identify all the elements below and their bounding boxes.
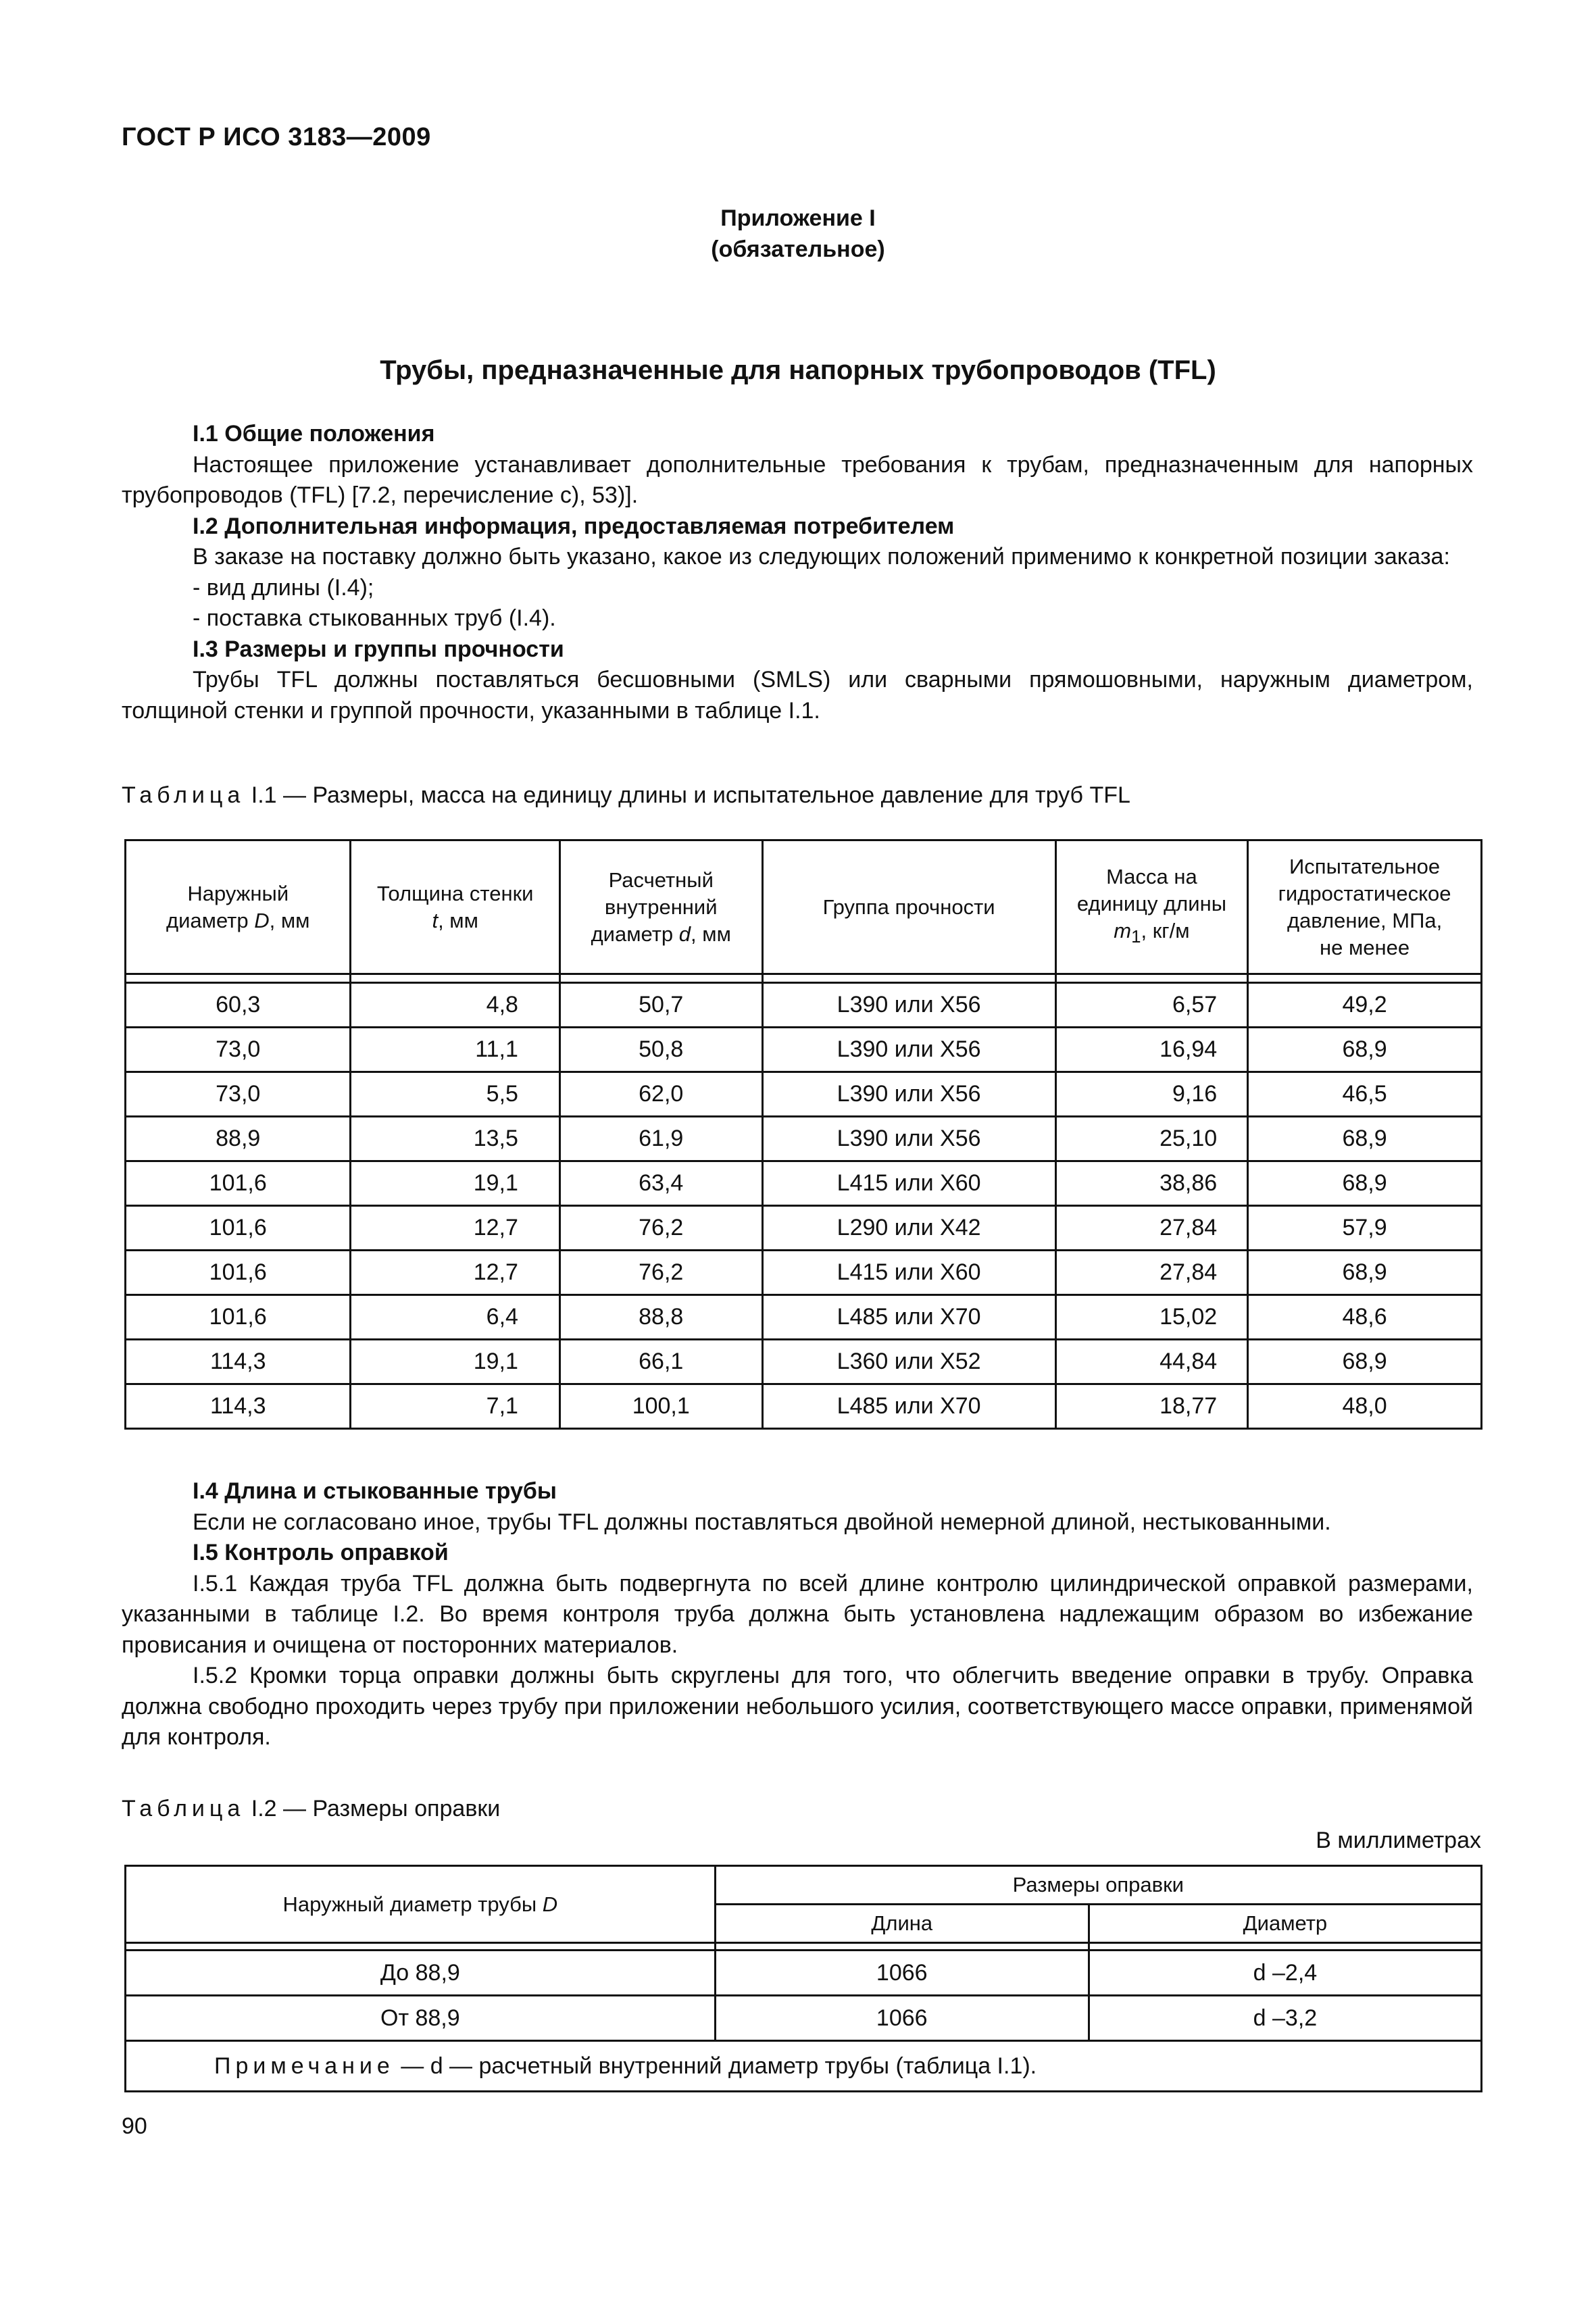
table-cell: 27,84	[1055, 1251, 1248, 1295]
col-header-mass: Масса на единицу длины $m_1$, кг/м	[1055, 840, 1248, 974]
table-cell: 9,16	[1055, 1072, 1248, 1117]
table-cell: d –3,2	[1089, 1996, 1481, 2041]
paragraph: I.5.1 Каждая труба TFL должна быть подвергнута по всей длине контролю цилиндрической оправкой размерами, указанными в таблице I.2. Во время контроля труба должна быть установлена надлежащим образом во избежание провисания и очищена от посторонних материалов.	[122, 1570, 1473, 1658]
table-cell: 1066	[715, 1996, 1089, 2041]
header-pipe-text: Наружный диаметр трубы	[282, 1892, 543, 1916]
table-cell: 27,84	[1055, 1206, 1248, 1251]
table-cell: L485 или X70	[762, 1295, 1055, 1340]
paragraph: I.5.2 Кромки торца оправки должны быть скруглены для того, что облегчить введение оправки в трубу. Оправка должна свободно проходить через трубу при приложении небольшого усилия, соответствующего массе оправки, применямой для контроля.	[122, 1663, 1473, 1750]
section-heading: I.2 Дополнительная информация, предоставляемая потребителем	[193, 513, 955, 539]
table-cell: 4,8	[351, 983, 559, 1028]
separator-cell	[126, 974, 351, 983]
table-row	[126, 1340, 1482, 1384]
separator-cell	[762, 974, 1055, 983]
separator-cell	[715, 1943, 1089, 1951]
annex-status: (обязательное)	[711, 236, 885, 262]
table-row	[126, 1206, 1482, 1251]
table-cell: 73,0	[126, 1028, 351, 1072]
table-cell: 48,0	[1248, 1384, 1482, 1429]
table-cell: L390 или X56	[762, 1028, 1055, 1072]
table-cell: 68,9	[1248, 1161, 1482, 1206]
col-header-outer-diameter: Наружный диаметр D, мм	[126, 840, 351, 974]
table-cell: 68,9	[1248, 1028, 1482, 1072]
table-cell: 68,9	[1248, 1340, 1482, 1384]
table-cell: 38,86	[1055, 1161, 1248, 1206]
table-cell: L290 или X42	[762, 1206, 1055, 1251]
table-cell: 44,84	[1055, 1340, 1248, 1384]
table-cell: 15,02	[1055, 1295, 1248, 1340]
table1-body	[126, 974, 1482, 1429]
table-mandrel-sizes	[124, 1865, 1482, 2092]
note-text: — d — расчетный внутренний диаметр трубы (таблица I.1).	[394, 2053, 1037, 2079]
table-cell: L390 или X56	[762, 1072, 1055, 1117]
col-header-length: Длина	[715, 1905, 1089, 1943]
paragraph: Если не согласовано иное, трубы TFL должны поставляться двойной немерной длиной, нестыкованными.	[193, 1509, 1331, 1535]
table-row	[126, 1161, 1482, 1206]
table-cell: 50,7	[559, 983, 762, 1028]
paragraph: В заказе на поставку должно быть указано, какое из следующих положений применимо к конкретной позиции заказа:	[193, 544, 1450, 570]
table1-header-row	[126, 840, 1482, 974]
table-cell: 1066	[715, 1951, 1089, 1996]
table-cell: 25,10	[1055, 1117, 1248, 1161]
col-header-inner-diameter: Расчетный внутренний диаметр d, мм	[559, 840, 762, 974]
separator-cell	[351, 974, 559, 983]
table-cell: 76,2	[559, 1206, 762, 1251]
table2-caption-text: I.2 — Размеры оправки	[245, 1796, 501, 1821]
table1-caption-word: Таблица	[122, 782, 245, 808]
table-cell: 7,1	[351, 1384, 559, 1429]
table-cell: 6,4	[351, 1295, 559, 1340]
table-row	[126, 1384, 1482, 1429]
table-cell: 68,9	[1248, 1251, 1482, 1295]
table-cell: 76,2	[559, 1251, 762, 1295]
table-cell: 12,7	[351, 1251, 559, 1295]
table-cell: 13,5	[351, 1117, 559, 1161]
table-cell: 101,6	[126, 1206, 351, 1251]
col-header-wall-thickness: Толщина стенки t, мм	[351, 840, 559, 974]
note-word: Примечание	[214, 2053, 395, 2079]
table-cell: 61,9	[559, 1117, 762, 1161]
table-cell: 101,6	[126, 1161, 351, 1206]
section-heading: I.4 Длина и стыкованные трубы	[193, 1478, 557, 1504]
table-cell: 66,1	[559, 1340, 762, 1384]
table-cell: 11,1	[351, 1028, 559, 1072]
table-row	[126, 1951, 1482, 1996]
separator-cell	[1248, 974, 1482, 983]
section-length-mandrel	[122, 1476, 1473, 1753]
table-cell: 5,5	[351, 1072, 559, 1117]
table-cell: До 88,9	[126, 1951, 716, 1996]
table-cell: L390 или X56	[762, 1117, 1055, 1161]
section-heading: I.3 Размеры и группы прочности	[193, 636, 564, 662]
table-cell: d –2,4	[1089, 1951, 1481, 1996]
table-cell: 100,1	[559, 1384, 762, 1429]
table-cell: 63,4	[559, 1161, 762, 1206]
section-general	[122, 419, 1473, 726]
paragraph: Настоящее приложение устанавливает дополнительные требования к трубам, предназначенным для напорных трубопроводов (TFL) [7.2, перечисление с), 53)].	[122, 451, 1473, 508]
annex-title: Приложение I	[720, 205, 876, 231]
page-number: 90	[122, 2113, 147, 2139]
table-row	[126, 983, 1482, 1028]
table2-body	[126, 1943, 1482, 2041]
col-header-mandrel-sizes: Размеры оправки	[715, 1866, 1481, 1905]
table-cell: L360 или X52	[762, 1340, 1055, 1384]
table-cell: 49,2	[1248, 983, 1482, 1028]
table-cell: 68,9	[1248, 1117, 1482, 1161]
table-row	[126, 1251, 1482, 1295]
col-header-pipe-diameter	[126, 1866, 716, 1943]
table-row	[126, 1996, 1482, 2041]
table-cell: 16,94	[1055, 1028, 1248, 1072]
header-pipe-symbol: D	[542, 1892, 558, 1916]
table-row	[126, 1117, 1482, 1161]
table-cell: 114,3	[126, 1384, 351, 1429]
table-cell: L415 или X60	[762, 1161, 1055, 1206]
table-cell: 88,8	[559, 1295, 762, 1340]
table-cell: L485 или X70	[762, 1384, 1055, 1429]
table2-caption-word: Таблица	[122, 1796, 245, 1821]
table2-caption	[122, 1796, 500, 1822]
table-cell: 57,9	[1248, 1206, 1482, 1251]
table-cell: 19,1	[351, 1161, 559, 1206]
table-cell: 73,0	[126, 1072, 351, 1117]
separator-cell	[1055, 974, 1248, 983]
table1-caption-text: I.1 — Размеры, масса на единицу длины и испытательное давление для труб TFL	[245, 782, 1130, 808]
table-cell: 62,0	[559, 1072, 762, 1117]
table-cell: 48,6	[1248, 1295, 1482, 1340]
table-cell: 18,77	[1055, 1384, 1248, 1429]
table-row	[126, 1028, 1482, 1072]
table2-header-separator	[126, 1943, 1482, 1951]
table-cell: 50,8	[559, 1028, 762, 1072]
table-cell: 88,9	[126, 1117, 351, 1161]
separator-cell	[1089, 1943, 1481, 1951]
table-cell: 12,7	[351, 1206, 559, 1251]
table2-units: В миллиметрах	[1316, 1828, 1481, 1853]
table-cell: 19,1	[351, 1340, 559, 1384]
section-heading: I.5 Контроль оправкой	[193, 1540, 449, 1565]
separator-cell	[126, 1943, 716, 1951]
paragraph: Трубы TFL должны поставляться бесшовными (SMLS) или сварными прямошовными, наружным диаметром, толщиной стенки и группой прочности, указанными в таблице I.1.	[122, 667, 1473, 724]
section-heading: I.1 Общие положения	[193, 421, 435, 447]
col-header-diameter: Диаметр	[1089, 1905, 1481, 1943]
table-cell: 46,5	[1248, 1072, 1482, 1117]
table-row	[126, 1072, 1482, 1117]
list-item: - вид длины (I.4);	[193, 574, 374, 601]
table-row	[126, 1295, 1482, 1340]
table-cell: 6,57	[1055, 983, 1248, 1028]
list-item: - поставка стыкованных труб (I.4).	[193, 605, 556, 631]
table-cell: L390 или X56	[762, 983, 1055, 1028]
table-cell: 114,3	[126, 1340, 351, 1384]
document-title: Трубы, предназначенные для напорных трубопроводов (TFL)	[380, 355, 1216, 385]
table-pipe-sizes	[124, 839, 1482, 1430]
table-cell: 60,3	[126, 983, 351, 1028]
annex-heading	[0, 203, 1596, 265]
table-cell: L415 или X60	[762, 1251, 1055, 1295]
table2-note	[126, 2041, 1482, 2092]
col-header-test-pressure: Испытательное гидростатическое давление, МПа, не менее	[1248, 840, 1482, 974]
separator-cell	[559, 974, 762, 983]
table-cell: 101,6	[126, 1295, 351, 1340]
table1-caption	[122, 782, 1130, 809]
col-header-strength-group: Группа прочности	[762, 840, 1055, 974]
table-cell: От 88,9	[126, 1996, 716, 2041]
standard-designation: ГОСТ Р ИСО 3183—2009	[122, 123, 431, 151]
table-cell: 101,6	[126, 1251, 351, 1295]
table1-header-separator	[126, 974, 1482, 983]
